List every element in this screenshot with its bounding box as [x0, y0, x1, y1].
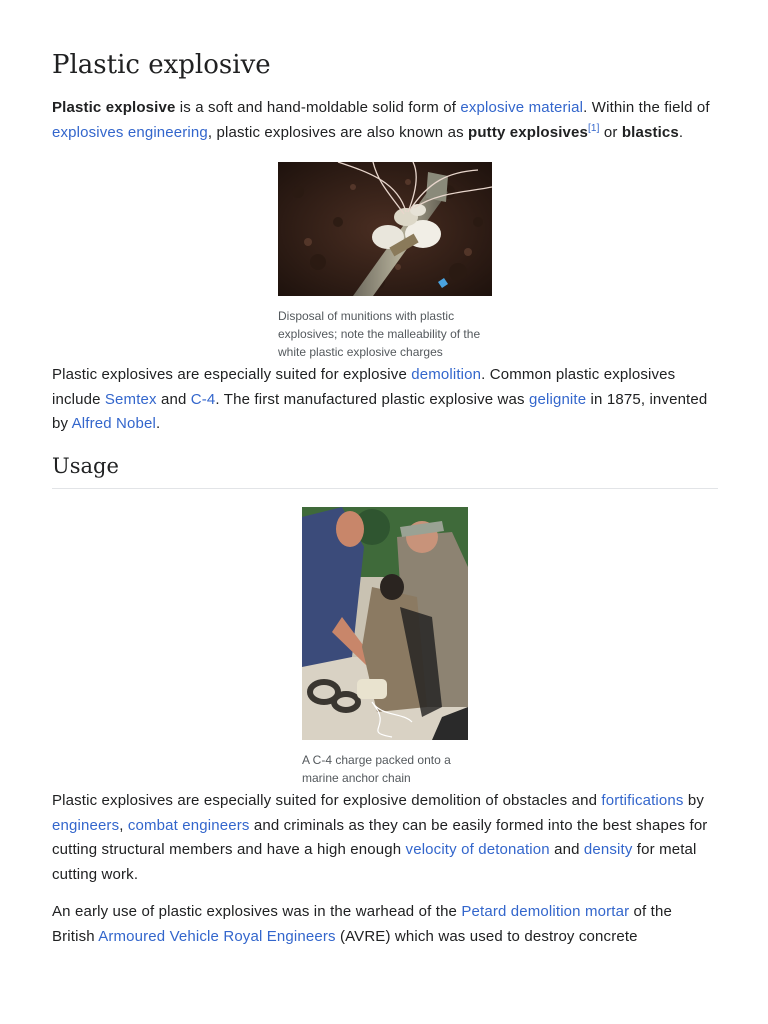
figure-munitions-disposal	[278, 162, 492, 361]
link-velocity-of-detonation[interactable]: velocity of detonation	[405, 841, 550, 858]
text: An early use of plastic explosives was in the warhead of the	[52, 903, 462, 920]
link-petard-demolition-mortar[interactable]: Petard demolition mortar	[461, 903, 630, 920]
bold-term: Plastic explosive	[52, 99, 176, 116]
bold-blastics: blastics	[621, 123, 679, 141]
text: and criminals as they can be easily formed into the best shapes for cutting structural members and have a high enough	[52, 816, 708, 858]
c4-image-link[interactable]	[302, 507, 468, 745]
text: . Common plastic explosives include	[52, 366, 676, 408]
link-combat-engineers[interactable]: combat engineers	[127, 816, 250, 834]
text: Plastic explosives are especially suited for explosive	[52, 366, 412, 383]
text: by	[683, 792, 705, 809]
figure-caption: A C-4 charge packed onto a marine anchor chain	[302, 753, 451, 785]
text: , plastic explosives are also known as	[207, 123, 469, 141]
link-explosive-material[interactable]: explosive material	[460, 99, 584, 116]
text: is a soft and hand-moldable solid form of	[175, 99, 461, 116]
link-explosives-engineering[interactable]: explosives engineering	[52, 123, 208, 141]
munitions-disposal-image	[278, 162, 492, 296]
link-engineers[interactable]: engineers	[52, 816, 120, 834]
text: for metal cutting work.	[52, 841, 697, 883]
reference-1[interactable]: [1]	[588, 122, 600, 134]
figure-caption: Disposal of munitions with plastic explosives; note the malleability of the white plastic explosive charges	[278, 309, 481, 359]
text: .	[156, 415, 161, 432]
paragraph-2	[52, 363, 718, 437]
text: or	[599, 123, 622, 141]
section-heading-usage: Usage	[52, 454, 718, 489]
page-title: Plastic explosive	[52, 50, 271, 80]
bold-putty-explosives: putty explosives	[468, 123, 588, 141]
link-density[interactable]: density	[583, 841, 633, 858]
figure-c4-charge	[302, 507, 468, 787]
link-demolition[interactable]: demolition	[411, 366, 482, 383]
usage-paragraph-1	[52, 789, 718, 887]
c4-charge-image	[302, 507, 468, 740]
link-semtex[interactable]: Semtex	[104, 390, 157, 408]
text: .	[678, 123, 684, 141]
text: of the British	[52, 903, 672, 945]
text: Plastic explosives are especially suited for explosive demolition of obstacles and	[52, 792, 602, 809]
text: (AVRE) which was used to destroy concrete	[335, 927, 638, 945]
text: . Within the field of	[583, 99, 710, 116]
link-c4[interactable]: C-4	[190, 390, 216, 408]
intro-paragraph	[52, 96, 718, 145]
text: ,	[119, 816, 128, 834]
text: in 1875, invented by	[52, 390, 708, 432]
link-fortifications[interactable]: fortifications	[601, 792, 684, 809]
link-gelignite[interactable]: gelignite	[529, 390, 587, 408]
usage-paragraph-2	[52, 900, 718, 949]
text: and	[156, 390, 191, 408]
text: . The first manufactured plastic explosive was	[215, 390, 529, 408]
link-alfred-nobel[interactable]: Alfred Nobel	[71, 415, 156, 432]
munitions-image-link[interactable]	[278, 162, 492, 301]
link-avre[interactable]: Armoured Vehicle Royal Engineers	[98, 927, 336, 945]
text: and	[549, 841, 584, 858]
